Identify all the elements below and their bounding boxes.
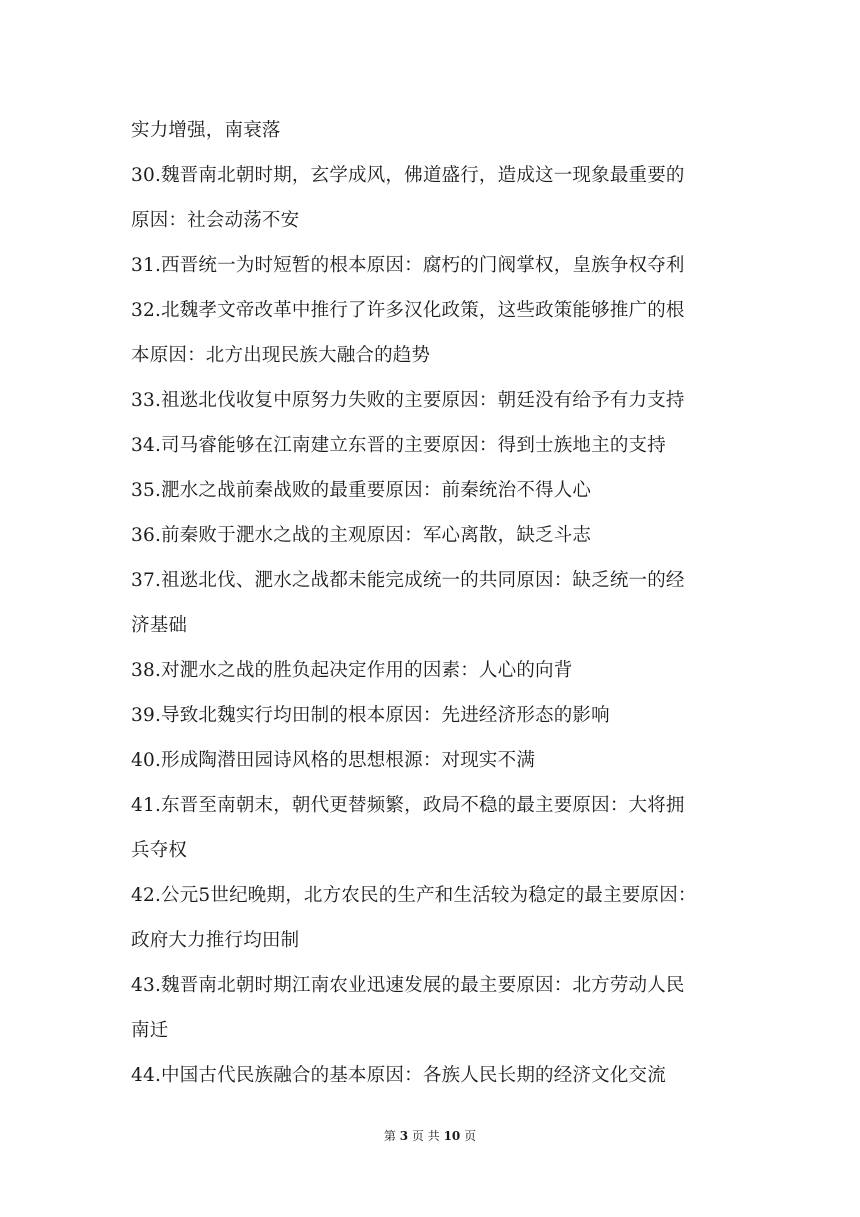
current-page-number: 3 — [399, 1129, 409, 1143]
text-line: 济基础 — [131, 615, 188, 636]
text-line: 41.东晋至南朝末，朝代更替频繁，政局不稳的最主要原因：大将拥 — [131, 795, 685, 816]
text-line: 37.祖逖北伐、淝水之战都未能完成统一的共同原因：缺乏统一的经 — [131, 570, 685, 591]
text-line: 32.北魏孝文帝改革中推行了许多汉化政策，这些政策能够推广的根 — [131, 300, 685, 321]
text-line: 31.西晋统一为时短暂的根本原因：腐朽的门阀掌权，皇族争权夺利 — [131, 255, 685, 276]
text-line: 36.前秦败于淝水之战的主观原因：军心离散，缺乏斗志 — [131, 525, 592, 546]
footer-suffix: 页 — [464, 1129, 477, 1143]
text-line: 兵夺权 — [131, 840, 188, 861]
text-line: 33.祖逖北伐收复中原努力失败的主要原因：朝廷没有给予有力支持 — [131, 390, 685, 411]
text-line: 原因：社会动荡不安 — [131, 210, 300, 231]
footer-mid: 页 共 — [411, 1129, 440, 1143]
text-line: 实力增强，南衰落 — [131, 120, 281, 141]
text-line: 35.淝水之战前秦战败的最重要原因：前秦统治不得人心 — [131, 480, 592, 501]
document-body — [131, 108, 731, 1098]
page-footer — [0, 1128, 860, 1144]
text-line: 42.公元5世纪晚期，北方农民的生产和生活较为稳定的最主要原因： — [131, 885, 697, 906]
text-line: 34.司马睿能够在江南建立东晋的主要原因：得到士族地主的支持 — [131, 435, 666, 456]
text-line: 30.魏晋南北朝时期，玄学成风，佛道盛行，造成这一现象最重要的 — [131, 165, 685, 186]
text-line: 40.形成陶潜田园诗风格的思想根源：对现实不满 — [131, 750, 536, 771]
footer-prefix: 第 — [383, 1129, 396, 1143]
text-line: 本原因：北方出现民族大融合的趋势 — [131, 345, 431, 366]
text-line: 南迁 — [131, 1020, 169, 1041]
text-line: 43.魏晋南北朝时期江南农业迅速发展的最主要原因：北方劳动人民 — [131, 975, 685, 996]
total-pages-number: 10 — [443, 1129, 461, 1143]
text-line: 39.导致北魏实行均田制的根本原因：先进经济形态的影响 — [131, 705, 610, 726]
text-line: 政府大力推行均田制 — [131, 930, 300, 951]
text-line: 38.对淝水之战的胜负起决定作用的因素：人心的向背 — [131, 660, 573, 681]
text-line: 44.中国古代民族融合的基本原因：各族人民长期的经济文化交流 — [131, 1065, 666, 1086]
